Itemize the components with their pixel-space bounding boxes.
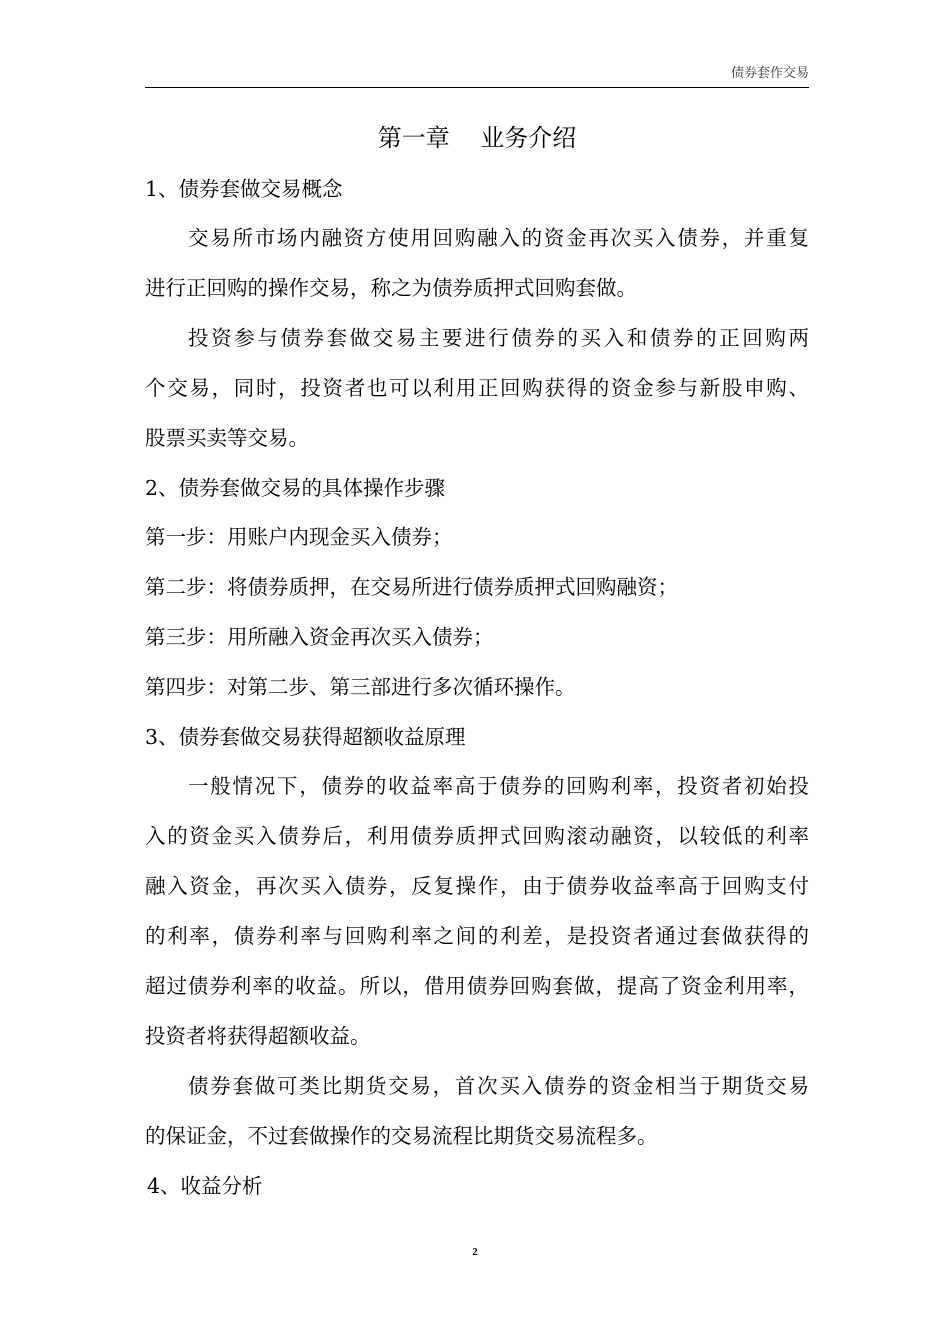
paragraph-line: 的保证金，不过套做操作的交易流程比期货交易流程多。	[145, 1124, 658, 1148]
header-rule	[145, 87, 809, 88]
step-item: 第二步：将债券质押，在交易所进行债券质押式回购融资；	[145, 575, 678, 599]
paragraph-line: 的利率，债券利率与回购利率之间的利差，是投资者通过套做获得的	[145, 924, 809, 948]
paragraph-line: 超过债券利率的收益。所以，借用债券回购套做，提高了资金利用率，	[145, 974, 809, 998]
paragraph-line: 交易所市场内融资方使用回购融入的资金再次买入债券，并重复	[188, 226, 809, 250]
paragraph-line: 投资参与债券套做交易主要进行债券的买入和债券的正回购两	[188, 326, 809, 350]
paragraph-line: 债券套做可类比期货交易，首次买入债券的资金相当于期货交易	[188, 1074, 809, 1098]
paragraph-line: 个交易，同时，投资者也可以利用正回购获得的资金参与新股申购、	[145, 376, 809, 400]
paragraph-line: 一般情况下，债券的收益率高于债券的回购利率，投资者初始投	[188, 774, 809, 798]
section-heading: 2、债券套做交易的具体操作步骤	[145, 476, 446, 500]
section-heading: 4、收益分析	[147, 1174, 263, 1198]
paragraph-line: 融入资金，再次买入债券，反复操作，由于债券收益率高于回购支付	[145, 874, 809, 898]
paragraph-line: 投资者将获得超额收益。	[145, 1024, 371, 1048]
step-item: 第四步：对第二步、第三部进行多次循环操作。	[145, 675, 576, 699]
step-item: 第一步：用账户内现金买入债券；	[145, 525, 453, 549]
page-header: 债券套作交易	[730, 66, 809, 81]
paragraph-line: 股票买卖等交易。	[145, 426, 309, 450]
section-heading: 1、债券套做交易概念	[145, 177, 343, 201]
section-heading: 3、债券套做交易获得超额收益原理	[145, 725, 466, 749]
paragraph-line: 进行正回购的操作交易，称之为债券质押式回购套做。	[145, 276, 637, 300]
paragraph-line: 入的资金买入债券后，利用债券质押式回购滚动融资，以较低的利率	[145, 824, 809, 848]
step-item: 第三步：用所融入资金再次买入债券；	[145, 625, 494, 649]
chapter-title: 第一章 业务介绍	[377, 124, 577, 152]
page-number: 2	[472, 1246, 478, 1258]
